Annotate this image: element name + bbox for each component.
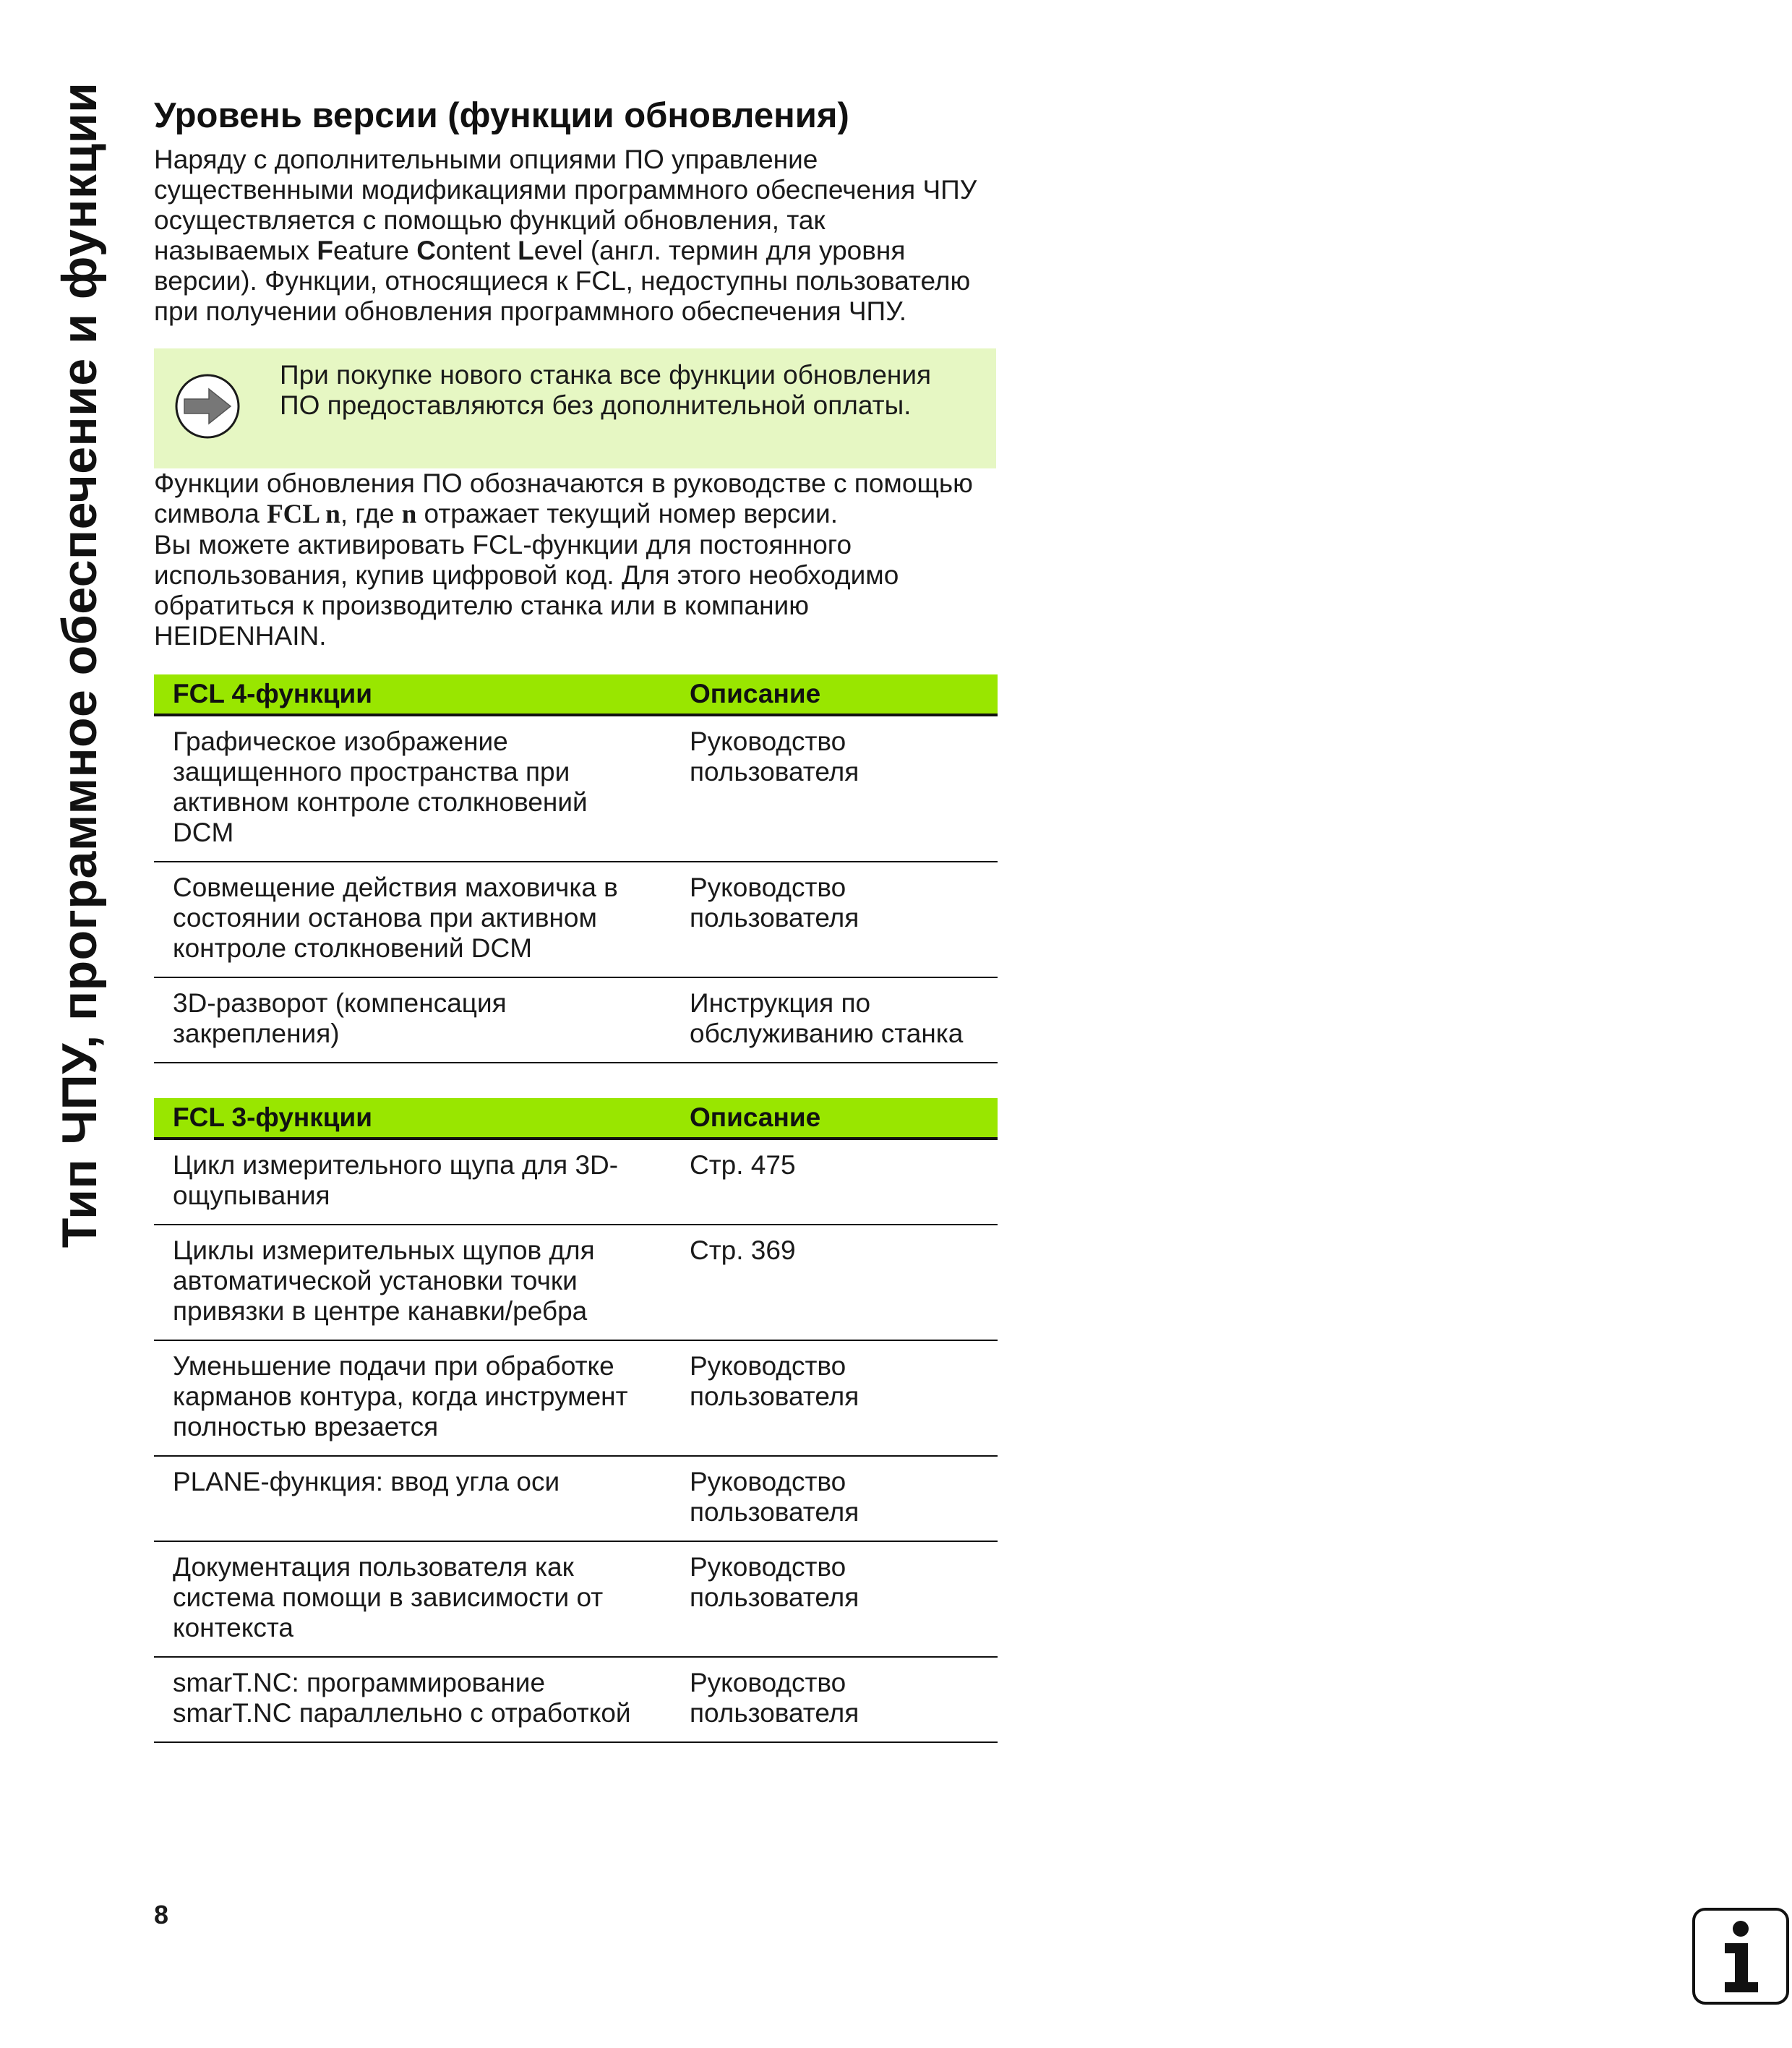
description-cell: Руководство пользователя (671, 1657, 998, 1742)
page-title: Уровень версии (функции обновления) (154, 96, 849, 135)
page-content (154, 87, 996, 1743)
table-row (154, 1456, 998, 1541)
column-header-description: Описание (671, 674, 998, 715)
feature-cell: Цикл измерительного щупа для 3D- ощупывания (154, 1139, 671, 1225)
table-row (154, 715, 998, 862)
table-row (154, 977, 998, 1063)
description-cell: Стр. 369 (671, 1225, 998, 1340)
arrow-right-icon (174, 373, 241, 440)
table-row (154, 1657, 998, 1742)
fcl-symbol: FCL n (267, 500, 340, 529)
table-row (154, 1139, 998, 1225)
description-cell: Руководство пользователя (671, 1456, 998, 1541)
description-cell: Руководство пользователя (671, 1340, 998, 1456)
feature-cell: Уменьшение подачи при обработке карманов контура, когда инструмент полностью врезается (154, 1340, 671, 1456)
fcl-symbol-paragraph: Функции обновления ПО обозначаются в руководстве с помощью символа FCL n, где n отражает текущий номер версии. (154, 468, 973, 529)
table-row (154, 1541, 998, 1657)
feature-cell: Графическое изображение защищенного пространства при активном контроле столкновений DCM (154, 715, 671, 862)
description-cell: Руководство пользователя (671, 862, 998, 977)
note-text: При покупке нового станка все функции обновления ПО предоставляются без дополнительной оплаты. (280, 360, 932, 420)
table-header-row (154, 1098, 998, 1139)
chapter-title: Тип ЧПУ, программное обеспечение и функции (52, 82, 107, 1248)
column-header-feature: FCL 3-функции (154, 1098, 671, 1139)
fcl3-table (154, 1098, 998, 1743)
feature-cell: 3D-разворот (компенсация закрепления) (154, 977, 671, 1063)
table-row (154, 1225, 998, 1340)
info-icon (1692, 1907, 1790, 2005)
note-box (154, 348, 996, 468)
feature-cell: smarT.NC: программирование smarT.NC параллельно с отработкой (154, 1657, 671, 1742)
description-cell: Руководство пользователя (671, 1541, 998, 1657)
activation-paragraph: Вы можете активировать FCL-функции для постоянного использования, купив цифровой код. Для этого необходимо обратиться к производителю станка или в компанию HEIDENHAIN. (154, 530, 899, 651)
table-row (154, 1340, 998, 1456)
description-cell: Стр. 475 (671, 1139, 998, 1225)
feature-cell: Совмещение действия маховичка в состоянии останова при активном контроле столкновений DCM (154, 862, 671, 977)
fcl4-table (154, 674, 998, 1063)
feature-cell: Документация пользователя как система помощи в зависимости от контекста (154, 1541, 671, 1657)
description-cell: Инструкция по обслуживанию станка (671, 977, 998, 1063)
intro-paragraph: Наряду с дополнительными опциями ПО управление существенными модификациями программного обеспечения ЧПУ осуществляется с помощью функций обновления, так называемых Feature Content Level (англ. термин для уровня версии). Функции, относящиеся к FCL, недоступны пользователю при получении обновления программного обеспечения ЧПУ. (154, 145, 977, 326)
sidebar-chapter-title (51, 82, 108, 1248)
description-cell: Руководство пользователя (671, 715, 998, 862)
feature-cell: Циклы измерительных щупов для автоматической установки точки привязки в центре канавки/ребра (154, 1225, 671, 1340)
column-header-feature: FCL 4-функции (154, 674, 671, 715)
feature-cell: PLANE-функция: ввод угла оси (154, 1456, 671, 1541)
table-row (154, 862, 998, 977)
page-number: 8 (154, 1900, 169, 1929)
table-header-row (154, 674, 998, 715)
column-header-description: Описание (671, 1098, 998, 1139)
